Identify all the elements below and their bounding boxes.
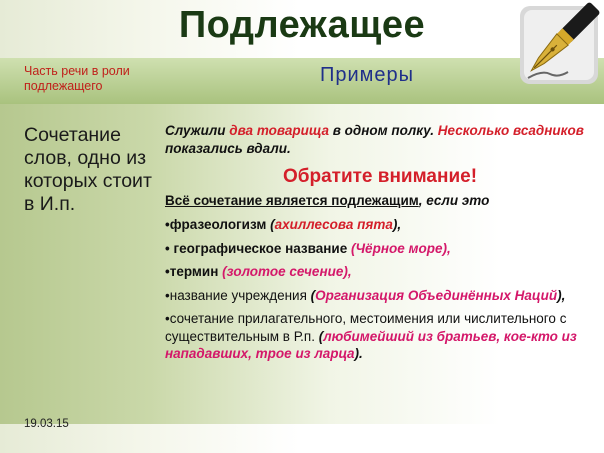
- sentence-part: показались вдали.: [165, 141, 291, 156]
- bullet: •: [165, 311, 170, 326]
- item-text: сочетание прилагательного, местоимения или числительного с существительным в Р.п.: [165, 311, 567, 344]
- paren: (: [318, 328, 324, 344]
- item-text: географическое название: [173, 240, 351, 256]
- slide-date: 19.03.15: [24, 418, 69, 430]
- item-example: ахиллесова пята: [274, 217, 393, 232]
- item-example: Организация Объединённых Наций: [315, 287, 558, 303]
- item-text: название учреждения: [169, 287, 311, 303]
- paren: ),: [557, 287, 566, 303]
- part-of-speech-cell: Сочетание слов, одно из которых стоит в И.п.: [24, 124, 152, 215]
- bullet: •: [165, 264, 170, 279]
- table-header-left: Часть речи в роли подлежащего: [24, 64, 130, 93]
- sentence-highlight: два товарища: [229, 123, 329, 138]
- item-example: золотое сечение: [226, 264, 344, 279]
- list-item: [165, 240, 595, 258]
- examples-cell: [165, 122, 595, 369]
- sentence-part: Служили: [165, 123, 230, 138]
- example-sentence: [165, 122, 595, 158]
- item-text: термин: [169, 264, 223, 279]
- rule-underlined: Всё сочетание является подлежащим: [165, 193, 419, 208]
- paren: ),: [392, 217, 402, 232]
- paren: ),: [343, 264, 352, 279]
- paren: (: [270, 217, 275, 232]
- paren: ).: [354, 346, 363, 361]
- paren: (: [351, 240, 356, 256]
- sentence-highlight: Несколько всадников: [437, 123, 584, 138]
- paren: ),: [442, 240, 451, 256]
- bullet: •: [165, 240, 174, 256]
- paren: (: [222, 264, 227, 279]
- fountain-pen-icon: [506, 0, 602, 96]
- bullet: •: [165, 287, 170, 303]
- bullet: •: [165, 217, 170, 232]
- item-example: любимейший из братьев, кое-кто из нападавших, трое из ларца: [165, 328, 577, 361]
- item-example: Чёрное море: [355, 240, 443, 256]
- table-header-right: Примеры: [320, 64, 415, 86]
- rule-rest: , если это: [418, 193, 490, 208]
- list-item: [165, 216, 595, 234]
- item-text: фразеологизм: [169, 217, 271, 232]
- attention-heading: Обратите внимание!: [282, 166, 478, 187]
- page-title: Подлежащее: [178, 4, 426, 46]
- rule-line: [165, 192, 595, 210]
- list-item: [165, 310, 595, 363]
- list-item: [165, 263, 595, 281]
- paren: (: [310, 287, 316, 303]
- sentence-part: в одном полку.: [329, 123, 438, 138]
- list-item: [165, 287, 595, 305]
